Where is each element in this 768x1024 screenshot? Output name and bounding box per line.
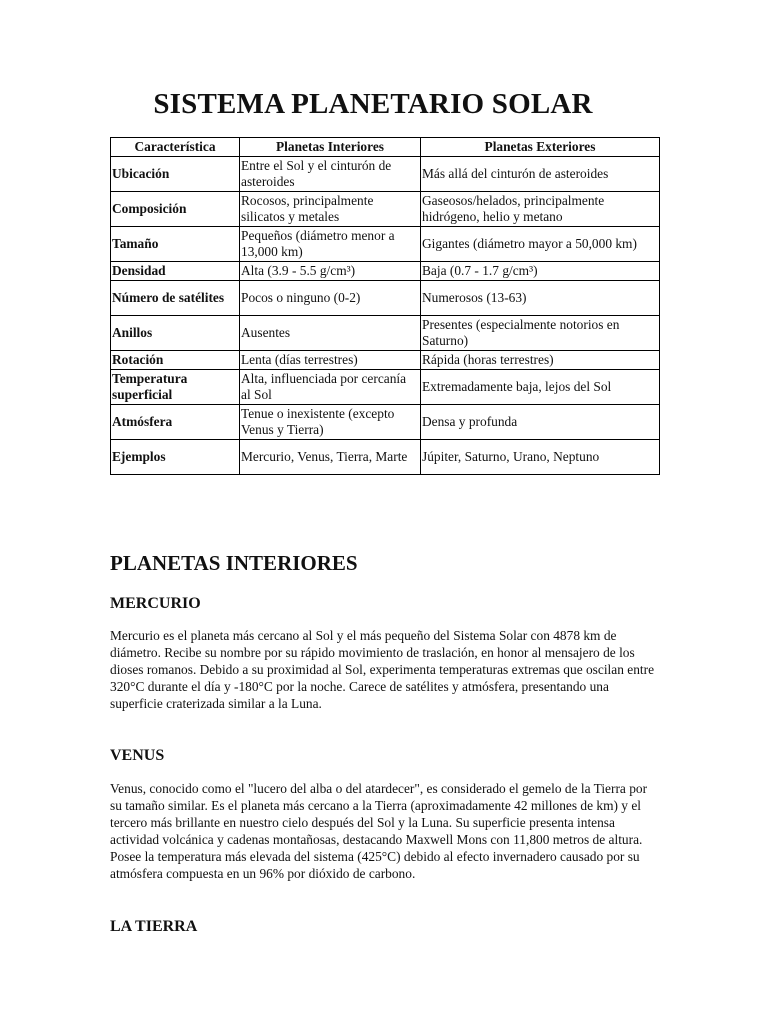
table-cell: Baja (0.7 - 1.7 g/cm³) [421,262,660,281]
table-cell: Lenta (días terrestres) [240,351,421,370]
table-cell: Rápida (horas terrestres) [421,351,660,370]
row-label: Rotación [111,351,240,370]
table-cell: Mercurio, Venus, Tierra, Marte [240,440,421,475]
column-header: Planetas Exteriores [421,138,660,157]
table-cell: Tenue o inexistente (excepto Venus y Tierra) [240,405,421,440]
table-cell: Más allá del cinturón de asteroides [421,157,660,192]
row-label: Atmósfera [111,405,240,440]
section-heading-interiores: PLANETAS INTERIORES [110,551,358,575]
heading-la-tierra: LA TIERRA [110,918,198,935]
table-cell: Extremadamente baja, lejos del Sol [421,370,660,405]
table-row [111,262,660,281]
row-label: Ejemplos [111,440,240,475]
table-row [111,227,660,262]
heading-venus: VENUS [110,747,165,764]
table-cell: Pequeños (diámetro menor a 13,000 km) [240,227,421,262]
table-row [111,157,660,192]
table-row [111,351,660,370]
table-cell: Entre el Sol y el cinturón de asteroides [240,157,421,192]
row-label: Anillos [111,316,240,351]
column-header: Planetas Interiores [240,138,421,157]
table-row [111,405,660,440]
paragraph-venus: Venus, conocido como el "lucero del alba o del atardecer", es considerado el gemelo de la Tierra por su tamaño similar. Es el planeta más cercano a la Tierra (aproximadamente 42 millones de km) y el tercero más brillante en nuestro cielo después del Sol y la Luna. Su superficie presenta intensa actividad volcánica y cadenas montañosas, destacando Maxwell Mons con 11,800 metros de altura. Posee la temperatura más elevada del sistema (425°C) debido al efecto invernadero causado por su atmósfera compuesta en un 96% por dióxido de carbono. [110,781,648,881]
table-cell: Densa y profunda [421,405,660,440]
table-cell: Gigantes (diámetro mayor a 50,000 km) [421,227,660,262]
row-label: Tamaño [111,227,240,262]
row-label: Composición [111,192,240,227]
table-cell: Júpiter, Saturno, Urano, Neptuno [421,440,660,475]
table-cell: Gaseosos/helados, principalmente hidrógeno, helio y metano [421,192,660,227]
table-row [111,316,660,351]
comparison-table [110,137,660,475]
table-cell: Rocosos, principalmente silicatos y metales [240,192,421,227]
table-cell: Numerosos (13-63) [421,281,660,316]
table-cell: Pocos o ninguno (0-2) [240,281,421,316]
row-label: Temperatura superficial [111,370,240,405]
column-header: Característica [111,138,240,157]
document-title: SISTEMA PLANETARIO SOLAR [153,88,593,120]
table-header-row [111,138,660,157]
table-row [111,281,660,316]
heading-mercurio: MERCURIO [110,595,201,612]
table-row [111,192,660,227]
table-cell: Alta (3.9 - 5.5 g/cm³) [240,262,421,281]
row-label: Densidad [111,262,240,281]
row-label: Número de satélites [111,281,240,316]
row-label: Ubicación [111,157,240,192]
paragraph-mercurio: Mercurio es el planeta más cercano al Sol y el más pequeño del Sistema Solar con 4878 km de diámetro. Recibe su nombre por su rápido movimiento de traslación, en honor al mensajero de los dioses romanos. Debido a su proximidad al Sol, experimenta temperaturas extremas que oscilan entre 320°C durante el día y -180°C por la noche. Carece de satélites y atmósfera, presentando una superficie craterizada similar a la Luna. [110,628,655,711]
table-cell: Alta, influenciada por cercanía al Sol [240,370,421,405]
table-cell: Ausentes [240,316,421,351]
table-cell: Presentes (especialmente notorios en Saturno) [421,316,660,351]
table-row [111,440,660,475]
table-row [111,370,660,405]
